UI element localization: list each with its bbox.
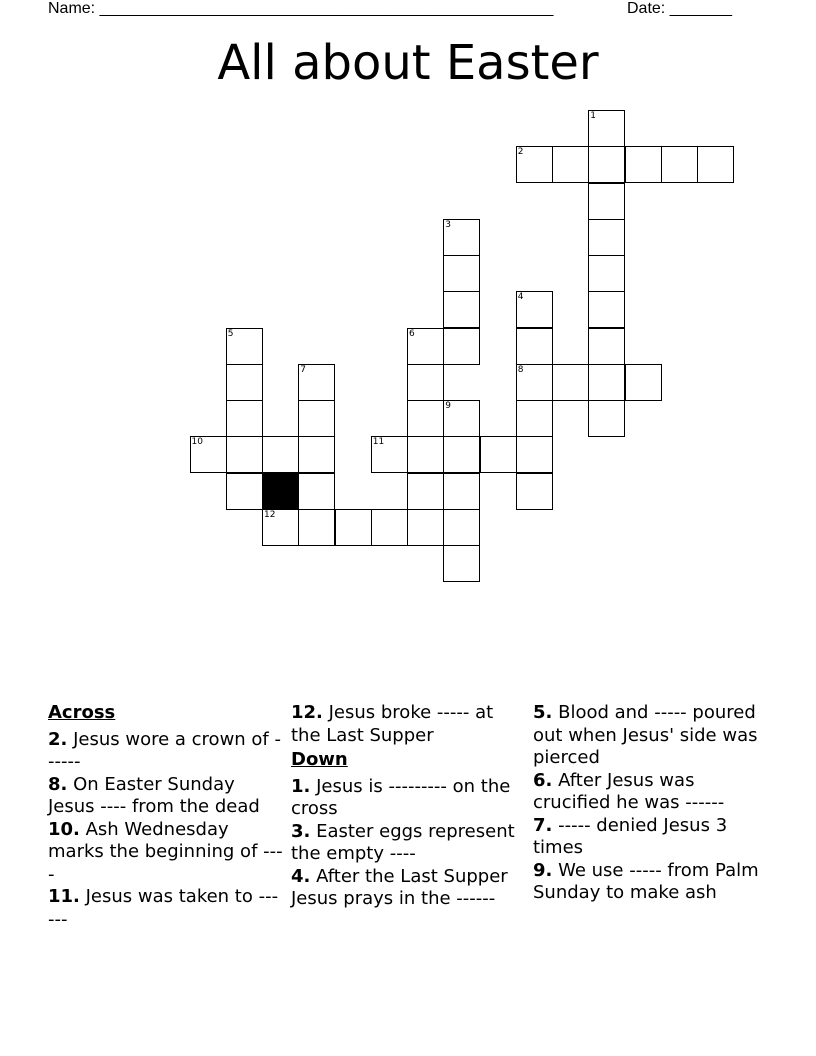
crossword-cell[interactable]: [588, 255, 625, 292]
crossword-cell[interactable]: [298, 400, 335, 437]
crossword-cell[interactable]: [298, 509, 335, 546]
crossword-cell[interactable]: [407, 436, 444, 473]
crossword-cell[interactable]: [480, 436, 517, 473]
crossword-cell[interactable]: [443, 545, 480, 582]
clue-number: 2: [517, 147, 524, 158]
crossword-cell[interactable]: [407, 364, 444, 401]
clue: [48, 774, 283, 819]
crossword-cell[interactable]: [443, 328, 480, 365]
crossword-cell[interactable]: [443, 219, 480, 256]
clue-number: 1: [590, 111, 596, 121]
clue-number: 2.: [48, 728, 68, 750]
clue-number: 12.: [291, 702, 323, 723]
crossword-cell[interactable]: [625, 364, 662, 401]
crossword-cell[interactable]: [516, 436, 553, 473]
clue-number: 4.: [291, 865, 311, 887]
clue-number: 6: [409, 328, 415, 339]
clue-column-1: [48, 702, 283, 931]
clue-number: 9.: [533, 859, 553, 881]
crossword-cell[interactable]: [588, 364, 625, 401]
crossword-cell[interactable]: [625, 146, 662, 183]
clue-column-2: [291, 702, 526, 911]
crossword-cell[interactable]: [443, 291, 480, 328]
crossword-cell[interactable]: [516, 328, 553, 365]
crossword-cell[interactable]: [298, 436, 335, 473]
down-clue-list-continued: [533, 702, 773, 905]
clue: [291, 821, 526, 866]
crossword-cell[interactable]: [588, 183, 625, 220]
clue: [48, 886, 283, 931]
clue-text: After Jesus was crucified he was ------: [533, 769, 725, 813]
crossword-cell[interactable]: [588, 219, 625, 256]
clue: [291, 702, 526, 747]
clue: [533, 860, 773, 905]
clue: [291, 866, 526, 911]
across-clue-list-continued: [291, 702, 526, 747]
clue: [533, 770, 773, 815]
clue-text: ----- denied Jesus 3 times: [533, 814, 728, 858]
down-clue-list: [291, 776, 526, 911]
crossword-cell[interactable]: [516, 291, 553, 328]
clue: [291, 776, 526, 821]
page-title: All about Easter: [217, 35, 599, 91]
clue-number: 8: [517, 364, 524, 375]
clue-number: 10.: [48, 818, 80, 840]
crossword-cell[interactable]: [588, 110, 625, 147]
crossword-cell[interactable]: [226, 328, 263, 365]
clue-number: 6.: [533, 769, 553, 791]
clue-number: 4: [517, 292, 524, 303]
clue-column-3: [533, 702, 773, 905]
clue-number: 3: [445, 219, 451, 230]
clue: [533, 702, 773, 770]
crossword-cell[interactable]: [407, 400, 444, 437]
crossword-cell[interactable]: [443, 473, 480, 510]
crossword-cell[interactable]: [552, 364, 589, 401]
clue-number: 9: [445, 401, 451, 411]
crossword-cell[interactable]: [697, 146, 734, 183]
crossword-cell[interactable]: [516, 146, 553, 183]
clue-number: 7.: [533, 814, 553, 836]
date-field-label: Date: _______: [627, 0, 732, 17]
clue-number: 5: [227, 328, 234, 339]
crossword-cell[interactable]: [443, 400, 480, 437]
clue: [48, 819, 283, 887]
down-heading: Down: [291, 749, 348, 770]
crossword-black-cell: [262, 473, 299, 510]
clue-number: 11.: [48, 886, 80, 907]
clue-number: 7: [300, 364, 306, 375]
clue-text: After the Last Supper Jesus prays in the ------: [291, 865, 508, 909]
clue-number: 5.: [533, 702, 553, 723]
crossword-cell[interactable]: [588, 291, 625, 328]
across-heading: Across: [48, 702, 116, 723]
crossword-cell[interactable]: [443, 436, 480, 473]
crossword-cell[interactable]: [335, 509, 372, 546]
clue: [533, 815, 773, 860]
crossword-cell[interactable]: [588, 400, 625, 437]
crossword-cell[interactable]: [516, 473, 553, 510]
crossword-cell[interactable]: [262, 509, 299, 546]
crossword-cell[interactable]: [226, 473, 263, 510]
crossword-cell[interactable]: [407, 509, 444, 546]
crossword-cell[interactable]: [226, 364, 263, 401]
clue-text: Jesus was taken to ------: [48, 886, 279, 930]
crossword-cell[interactable]: [443, 255, 480, 292]
crossword-cell[interactable]: [298, 364, 335, 401]
crossword-cell[interactable]: [226, 436, 263, 473]
clue-text: We use ----- from Palm Sunday to make ash: [533, 859, 759, 903]
clue-number: 11: [372, 437, 385, 448]
crossword-cell[interactable]: [371, 509, 408, 546]
crossword-cell[interactable]: [552, 146, 589, 183]
crossword-cell[interactable]: [226, 400, 263, 437]
clue-number: 1.: [291, 775, 311, 797]
clue-text: Jesus wore a crown of ------: [48, 728, 281, 772]
clue-number: 12: [264, 509, 276, 520]
across-clue-list: [48, 729, 283, 932]
crossword-cell[interactable]: [407, 328, 444, 365]
crossword-cell[interactable]: [407, 473, 444, 510]
clue-text: On Easter Sunday Jesus ---- from the dead: [48, 773, 260, 817]
clue-text: Jesus is --------- on the cross: [291, 775, 511, 819]
clue-text: Jesus broke ----- at the Last Supper: [291, 702, 494, 746]
crossword-cell[interactable]: [588, 146, 625, 183]
clue-text: Ash Wednesday marks the beginning of ----: [48, 818, 283, 885]
crossword-cell[interactable]: [588, 328, 625, 365]
clue: [48, 729, 283, 774]
crossword-cell[interactable]: [371, 436, 408, 473]
clue-number: 8.: [48, 773, 68, 795]
crossword-cell[interactable]: [661, 146, 698, 183]
crossword-cell[interactable]: [516, 400, 553, 437]
clue-text: Blood and ----- poured out when Jesus' side was pierced: [533, 702, 758, 768]
crossword-cell[interactable]: [443, 509, 480, 546]
name-field-label: Name: ___________________________________________________: [48, 0, 554, 17]
clue-number: 3.: [291, 820, 311, 842]
crossword-cell[interactable]: [190, 436, 227, 473]
clue-text: Easter eggs represent the empty ----: [291, 820, 515, 864]
clue-number: 10: [191, 437, 203, 448]
crossword-cell[interactable]: [262, 436, 299, 473]
crossword-cell[interactable]: [516, 364, 553, 401]
crossword-cell[interactable]: [298, 473, 335, 510]
